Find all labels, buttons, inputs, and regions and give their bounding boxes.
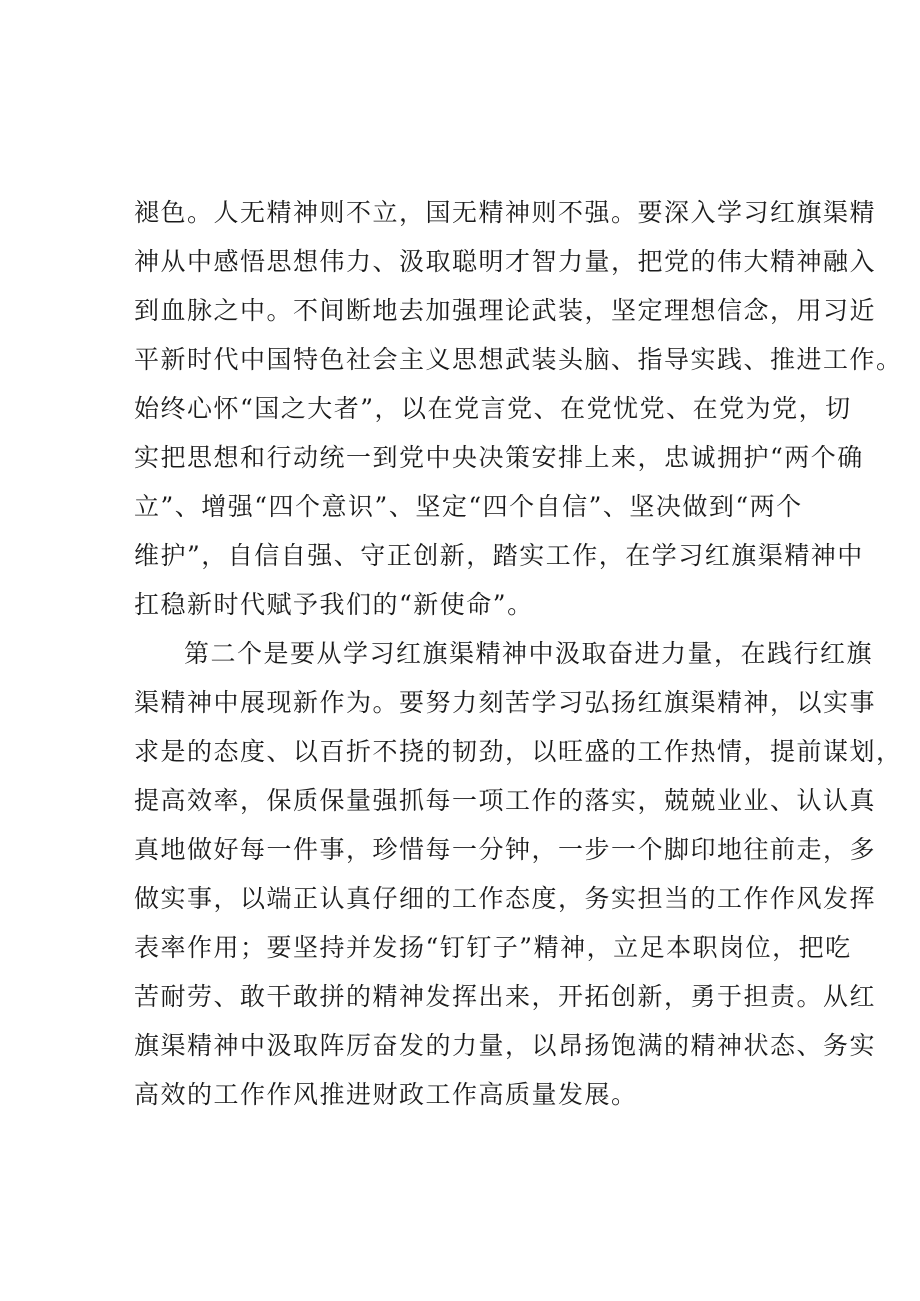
text-line: 实把思想和行动统一到党中央决策安排上来，忠诚拥护“两个确 xyxy=(134,443,864,472)
text-line: 高效的工作作风推进财政工作高质量发展。 xyxy=(134,1080,638,1109)
text-line: 神从中感悟思想伟力、汲取聪明才智力量，把党的伟大精神融入 xyxy=(134,247,877,276)
text-line: 表率作用；要坚持并发扬“钉钉子”精神，立足本职岗位，把吃 xyxy=(134,933,852,962)
text-line: 平新时代中国特色社会主义思想武装头脑、指导实践、推进工作。 xyxy=(134,345,903,374)
text-line: 第二个是要从学习红旗渠精神中汲取奋进力量，在践行红旗 xyxy=(184,639,874,668)
text-line: 扛稳新时代赋予我们的“新使命”。 xyxy=(134,590,534,619)
text-line: 到血脉之中。不间断地去加强理论武装，坚定理想信念，用习近 xyxy=(134,296,877,325)
text-line: 维护”，自信自强、守正创新，踏实工作，在学习红旗渠精神中 xyxy=(134,541,864,570)
text-line: 立”、增强“四个意识”、坚定“四个自信”、坚决做到“两个 xyxy=(134,492,803,521)
text-line: 苦耐劳、敢干敢拼的精神发挥出来，开拓创新，勇于担责。从红 xyxy=(134,982,877,1011)
text-line: 真地做好每一件事，珍惜每一分钟，一步一个脚印地往前走，多 xyxy=(134,835,877,864)
text-line: 褪色。人无精神则不立，国无精神则不强。要深入学习红旗渠精 xyxy=(134,198,877,227)
text-line: 做实事，以端正认真仔细的工作态度，务实担当的工作作风发挥 xyxy=(134,884,877,913)
text-line: 提高效率，保质保量强抓每一项工作的落实，兢兢业业、认认真 xyxy=(134,786,877,815)
text-line: 旗渠精神中汲取阵厉奋发的力量，以昂扬饱满的精神状态、务实 xyxy=(134,1031,877,1060)
text-line: 始终心怀“国之大者”，以在党言党、在党忧党、在党为党，切 xyxy=(134,394,852,423)
text-line: 求是的态度、以百折不挠的韧劲，以旺盛的工作热情，提前谋划， xyxy=(134,737,903,766)
text-line: 渠精神中展现新作为。要努力刻苦学习弘扬红旗渠精神，以实事 xyxy=(134,688,877,717)
